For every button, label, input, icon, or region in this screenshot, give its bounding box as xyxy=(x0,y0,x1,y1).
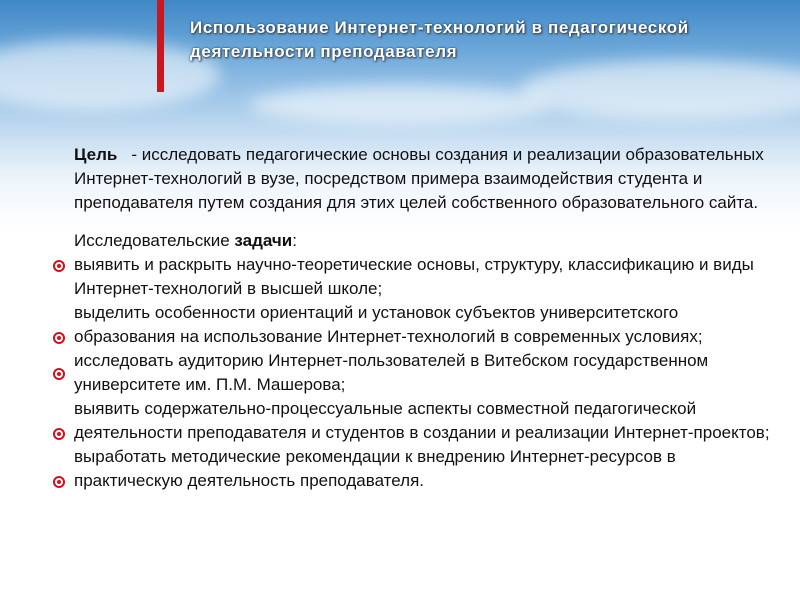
bullet-icon xyxy=(53,332,65,344)
task-item xyxy=(74,349,774,397)
tasks-heading-suffix: : xyxy=(292,231,297,250)
sky-cloud xyxy=(520,60,800,120)
title-accent-bar xyxy=(157,0,164,92)
task-text: исследовать аудиторию Интернет-пользователей в Витебском государственном университете им. П.М. Машерова; xyxy=(74,351,709,394)
tasks-heading-bold: задачи xyxy=(234,231,293,250)
sky-cloud xyxy=(0,40,220,110)
task-text: выработать методические рекомендации к внедрению Интернет-ресурсов в практическую деятельность преподавателя. xyxy=(74,447,676,490)
task-text: выделить особенности ориентаций и установок субъектов университетского образования на использование Интернет-технологий в современных условиях; xyxy=(74,303,703,346)
goal-paragraph xyxy=(74,143,774,215)
bullet-icon xyxy=(53,476,65,488)
tasks-list xyxy=(74,253,774,493)
sky-cloud xyxy=(250,85,550,125)
slide-title: Использование Интернет-технологий в педагогической деятельности преподавателя xyxy=(190,18,689,61)
task-item xyxy=(74,397,774,445)
bullet-icon xyxy=(53,368,65,380)
tasks-heading-prefix: Исследовательские xyxy=(74,231,235,250)
tasks-heading xyxy=(74,229,774,253)
task-text: выявить содержательно-процессуальные аспекты совместной педагогической деятельности преподавателя и студентов в создании и реализации Интернет-проектов; xyxy=(74,399,770,442)
goal-label: Цель xyxy=(74,145,118,164)
slide-content xyxy=(74,143,774,493)
task-item xyxy=(74,445,774,493)
bullet-icon xyxy=(53,428,65,440)
task-item xyxy=(74,301,774,349)
bullet-icon xyxy=(53,260,65,272)
goal-text: - исследовать педагогические основы создания и реализации образовательных Интернет-технологий в вузе, посредством примера взаимодействия студента и преподавателя путем создания для этих целей собственного образовательного сайта. xyxy=(74,145,764,212)
task-item xyxy=(74,253,774,301)
task-text: выявить и раскрыть научно-теоретические основы, структуру, классификацию и виды Интернет-технологий в высшей школе; xyxy=(74,255,754,298)
